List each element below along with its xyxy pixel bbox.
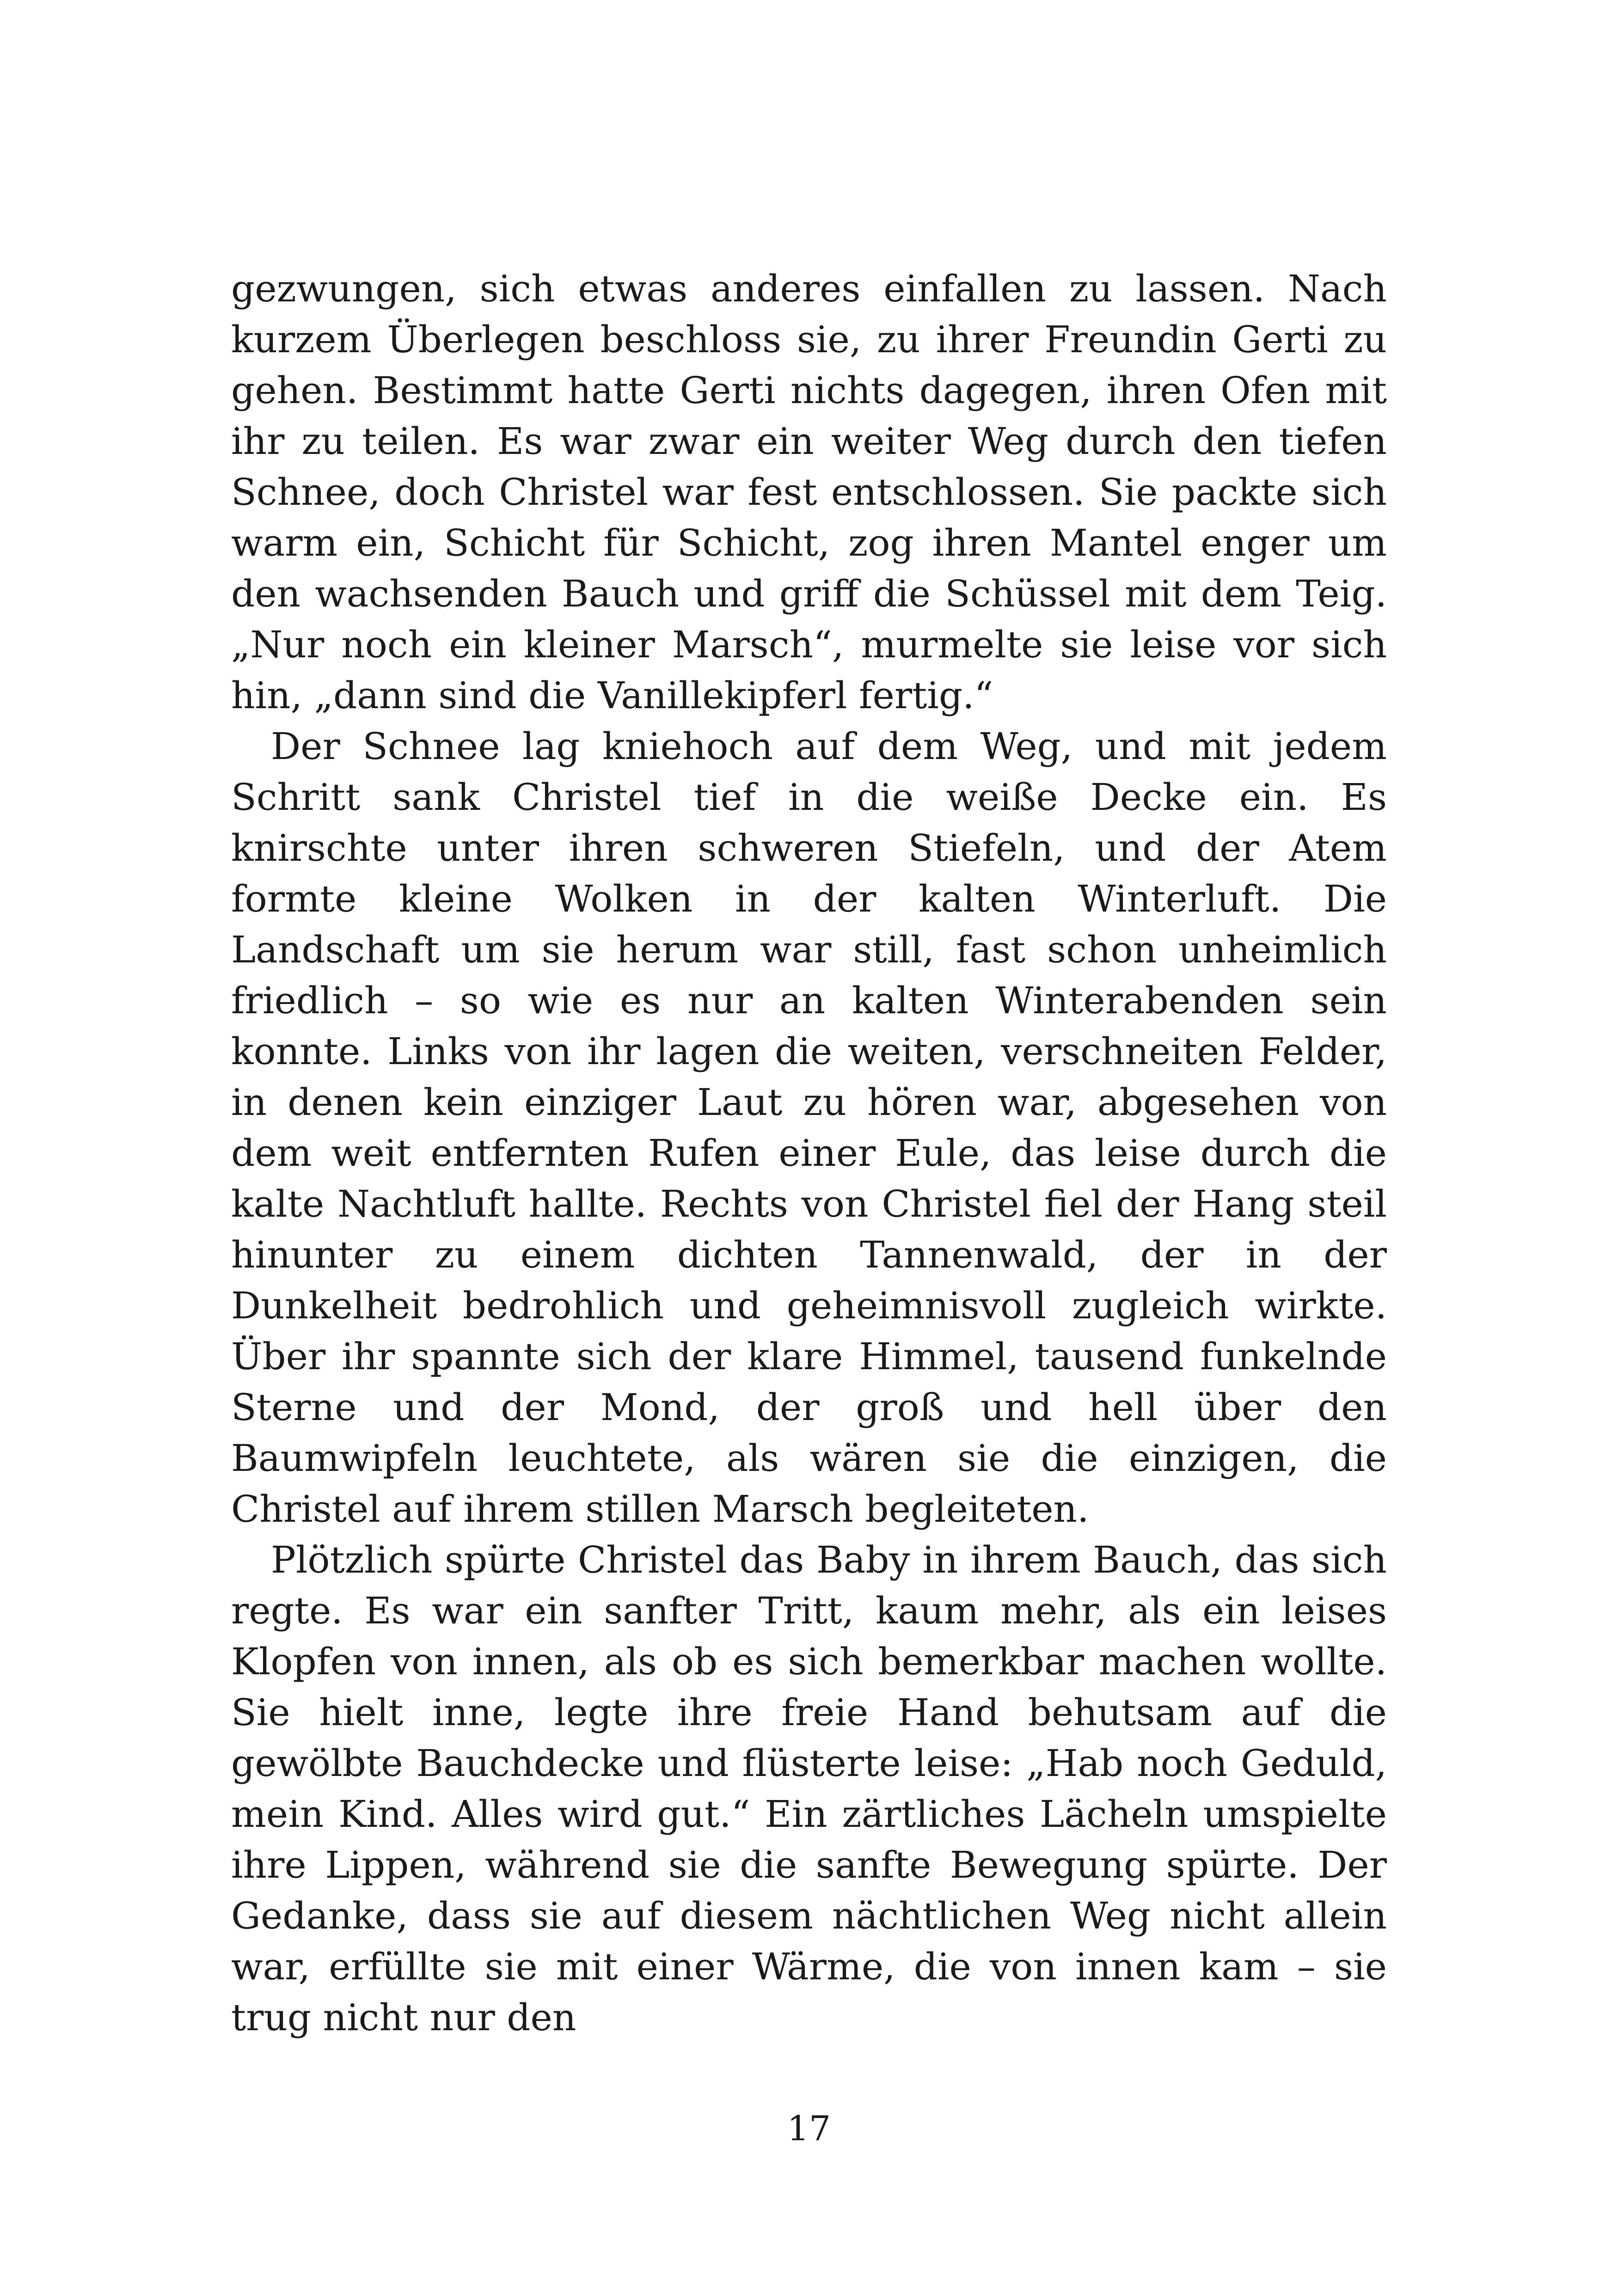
paragraph-2: Der Schnee lag kniehoch auf dem Weg, und mit jedem Schritt sank Christel tief in die weiße Decke ein. Es knirschte unter ihren schweren Stiefeln, und der Atem formte kleine Wolken in der kalten Winterluft. Die Landschaft um sie herum war still, fast schon unheimlich friedlich – so wie es nur an kalten Winterabenden sein konnte. Links von ihr lagen die weiten, verschneiten Felder, in denen kein einziger Laut zu hören war, abgesehen von dem weit entfernten Rufen einer Eule, das leise durch die kalte Nachtluft hallte. Rechts von Christel fiel der Hang steil hinunter zu einem dichten Tannenwald, der in der Dunkelheit bedrohlich und geheimnisvoll zugleich wirkte. Über ihr spannte sich der klare Himmel, tausend funkelnde Sterne und der Mond, der groß und hell über den Baumwipfeln leuchtete, als wären sie die einzigen, die Christel auf ihrem stillen Marsch begleiteten. xyxy=(231,725,1387,1531)
paragraph-3: Plötzlich spürte Christel das Baby in ihrem Bauch, das sich regte. Es war ein sanfter Tritt, kaum mehr, als ein leises Klopfen von innen, als ob es sich bemerkbar machen wollte. Sie hielt inne, legte ihre freie Hand behutsam auf die gewölbte Bauchdecke und flüsterte leise: „Hab noch Geduld, mein Kind. Alles wird gut.“ Ein zärtliches Lächeln umspielte ihre Lippen, während sie die sanfte Bewegung spürte. Der Gedanke, dass sie auf diesem nächtlichen Weg nicht allein war, erfüllte sie mit einer Wärme, die von innen kam – sie trug nicht nur den xyxy=(231,1538,1387,2039)
body-text xyxy=(231,263,1387,2043)
page-number: 17 xyxy=(787,2109,831,2149)
paragraph-1: gezwungen, sich etwas anderes einfallen zu lassen. Nach kurzem Überlegen beschloss sie, zu ihrer Freundin Gerti zu gehen. Bestimmt hatte Gerti nichts dagegen, ihren Ofen mit ihr zu teilen. Es war zwar ein weiter Weg durch den tiefen Schnee, doch Christel war fest entschlossen. Sie packte sich warm ein, Schicht für Schicht, zog ihren Mantel enger um den wachsenden Bauch und griff die Schüssel mit dem Teig. „Nur noch ein kleiner Marsch“, murmelte sie leise vor sich hin, „dann sind die Vanillekipferl fertig.“ xyxy=(231,267,1387,717)
